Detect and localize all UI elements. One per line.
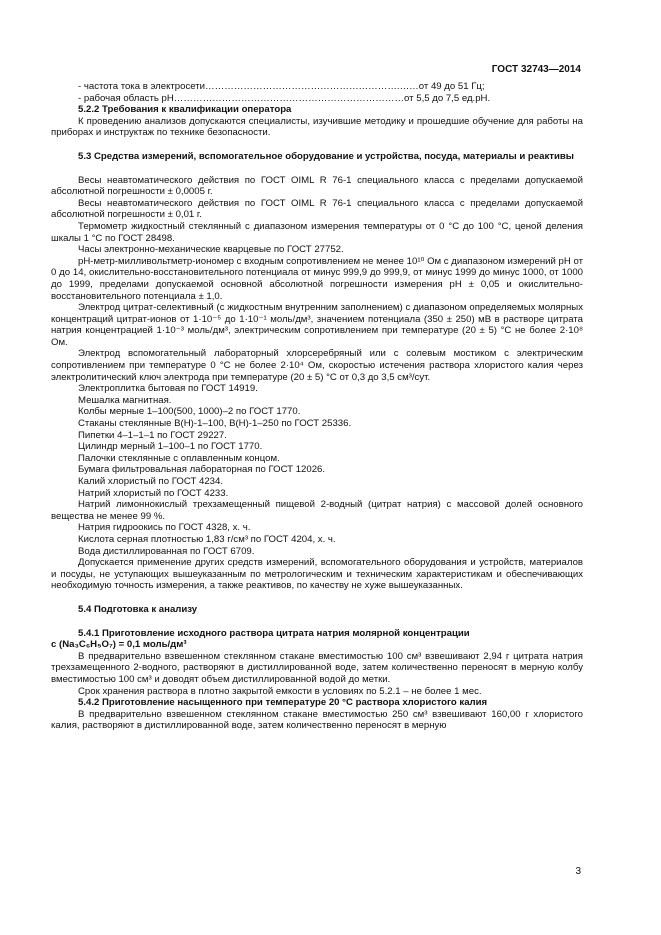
equipment-item: Пипетки 4–1–1–1 по ГОСТ 29227. [78, 429, 227, 441]
section-541-title-line1: 5.4.1 Приготовление исходного раствора цитрата натрия молярной концентрации [78, 627, 470, 639]
section-522-text: К проведению анализов допускаются специалисты, изучившие методику и прошедшие обучение для работы на приборах и инструктаж по технике безопасности. [51, 115, 583, 139]
equipment-substitution-note: Допускается применение других средств измерений, вспомогательного оборудования и устройств, материалов и посуды, не уступающих вышеуказанным по метрологическим и техническим характеристикам и обеспечивающих необходимую точность измерения, а также реактивов, по качеству не хуже вышеуказанных. [51, 557, 583, 592]
equipment-item: Весы неавтоматического действия по ГОСТ OIML R 76-1 специального класса с пределами допускаемой абсолютной погрешности ± 0,0005 г. [51, 174, 583, 198]
equipment-item: Весы неавтоматического действия по ГОСТ OIML R 76-1 специального класса с пределами допускаемой абсолютной погрешности ± 0,01 г. [51, 197, 583, 221]
section-54-title: 5.4 Подготовка к анализу [78, 603, 198, 615]
equipment-item: Натрия гидроокись по ГОСТ 4328, х. ч. [78, 522, 251, 534]
equipment-item: Цилиндр мерный 1–100–1 по ГОСТ 1770. [78, 441, 263, 453]
equipment-item: Термометр жидкостный стеклянный с диапазоном измерения температуры от 0 °С до 100 °С, ценой деления шкалы 1 °С по ГОСТ 28498. [51, 220, 583, 244]
document-id-header: ГОСТ 32743—2014 [491, 64, 581, 75]
section-541-formula: c (Na₃C₆H₅O₇) = 0,1 моль/дм³ [51, 639, 187, 651]
section-541-text: В предварительно взвешенном стеклянном стакане вместимостью 100 см³ взвешивают 2,94 г цитрата натрия трехзамещенного 2-водного, растворяют в дистиллированной воде, затем количественно переносят в мерную колбу вместимостью 100 см³ и доводят объем дистиллированной водой до метки. [51, 650, 583, 685]
equipment-item: Часы электронно-механические кварцевые по ГОСТ 27752. [78, 244, 344, 256]
section-541-storage: Срок хранения раствора в плотно закрытой емкости в условиях по 5.2.1 – не более 1 мес. [78, 685, 482, 697]
equipment-item: pH-метр-милливольтметр-иономер с входным сопротивлением не менее 10¹⁰ Ом с диапазоном измерений рН от 0 до 14, окислительно-восстановительного потенциала от минус 999,9 до 999,9, от минус 1999 до минус 1000, от 1000 до 1999, пределами допускаемой основной абсолютной погрешности измерения pH ± 0,05 и окислительно-восстановительного потенциала ± 1,0. [51, 255, 583, 302]
section-542-title: 5.4.2 Приготовление насыщенного при температуре 20 °С раствора хлористого калия [78, 697, 488, 709]
section-522-title: 5.2.2 Требования к квалификации оператора [78, 104, 292, 116]
equipment-item: Бумага фильтровальная лабораторная по ГОСТ 12026. [78, 464, 326, 476]
equipment-item: Вода дистиллированная по ГОСТ 6709. [78, 545, 255, 557]
page-number: 3 [575, 866, 581, 877]
section-542-text: В предварительно взвешенном стеклянном стакане вместимостью 250 см³ взвешивают 160,00 г хлористого калия, растворяют в дистиллированной воде, затем количественно переносят в мерную [51, 708, 583, 732]
equipment-item: Электроплитка бытовая по ГОСТ 14919. [78, 383, 258, 395]
equipment-item: Калий хлористый по ГОСТ 4234. [78, 476, 224, 487]
freq-line: - частота тока в электросети…………………………………………………….……от 49 до 51 Гц; [78, 81, 485, 92]
equipment-item: Мешалка магнитная. [78, 394, 172, 406]
page-content [51, 81, 583, 732]
equipment-item: Электрод вспомогательный лабораторный хлорсеребряный или с солевым мостиком с электрическим сопротивлением при температуре 0 °С не более 2·10⁴ Ом, скоростью истечения раствора хлористого калия через электролитический ключ электрода при температуре (20 ± 5) °С от 0,3 до 3,5 см³/сут. [51, 348, 583, 383]
equipment-item: Натрий хлористый по ГОСТ 4233. [78, 487, 229, 499]
equipment-item: Колбы мерные 1–100(500, 1000)–2 по ГОСТ 1770. [78, 406, 301, 418]
section-53-title: 5.3 Средства измерений, вспомогательное оборудование и устройства, посуда, материалы и реактивы [78, 150, 574, 162]
ph-range-line: - рабочая область рН………………………………………………………………от 5,5 до 7,5 ед.рН. [78, 92, 491, 104]
equipment-item: Кислота серная плотностью 1,83 г/см³ по ГОСТ 4204, х. ч. [78, 533, 336, 545]
equipment-item: Стаканы стеклянные В(Н)-1–100, В(Н)-1–250 по ГОСТ 25336. [78, 418, 352, 430]
section-541-title [51, 628, 583, 640]
equipment-item: Натрий лимоннокислый трехзамещенный пищевой 2-водный (цитрат натрия) с массовой долей основного вещества не менее 99 %. [51, 499, 583, 522]
equipment-item: Палочки стеклянные с оплавленным концом. [78, 452, 280, 464]
equipment-item: Электрод цитрат-селективный (с жидкостным внутренним заполнением) с диапазоном определяемых молярных концентраций цитрат-ионов от 1·10⁻⁵ до 1·10⁻¹ моль/дм³, значением потенциала (350 ± 250) мВ в растворе цитрата натрия концентрацией 1·10⁻³ моль/дм³, электрическим сопротивлением при температуре (20 ± 5) °С не более 2·10⁸ Ом. [51, 302, 583, 348]
